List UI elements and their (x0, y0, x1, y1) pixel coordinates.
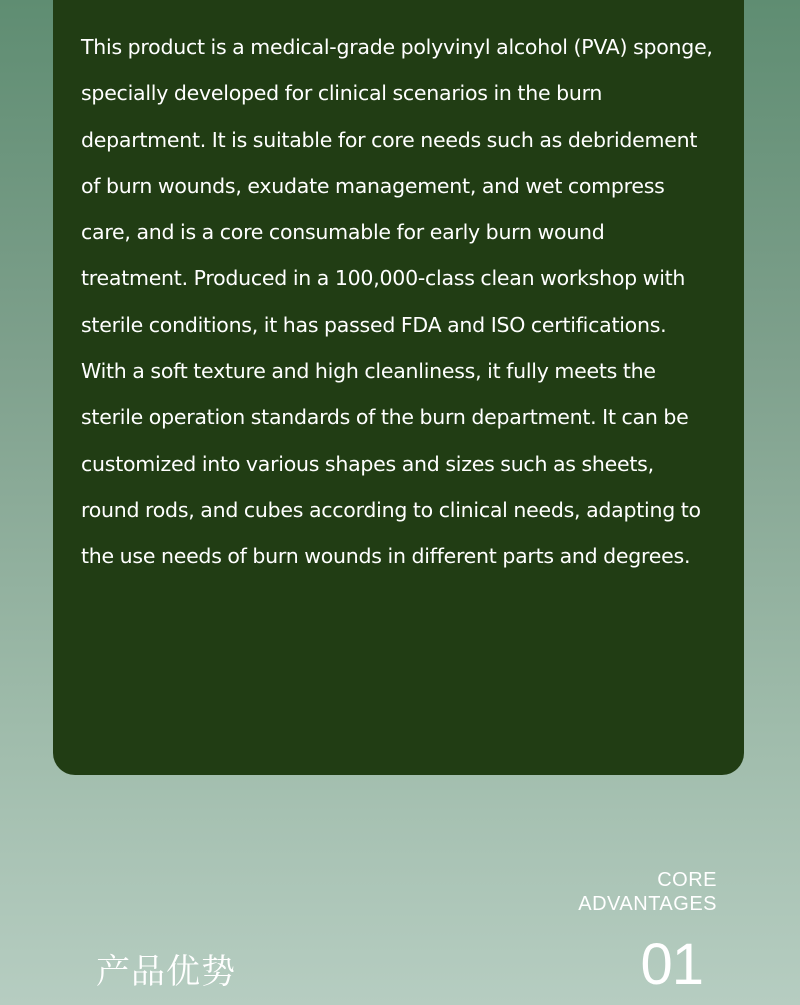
product-description-text: This product is a medical-grade polyvinyl alcohol (PVA) sponge, specially developed for clinical scenarios in the burn department. It is suitable for core needs such as debridement of burn wounds, exudate management, and wet compress care, and is a core consumable for early burn wound treatment. Produced in a 100,000-class clean workshop with sterile conditions, it has passed FDA and ISO certifications. With a soft texture and high cleanliness, it fully meets the sterile operation standards of the burn department. It can be customized into various shapes and sizes such as sheets, round rods, and cubes according to clinical needs, adapting to the use needs of burn wounds in different parts and degrees. (81, 35, 713, 569)
product-description-card (53, 0, 744, 775)
core-label-line1: CORE (657, 869, 717, 891)
core-advantages-label (578, 868, 717, 916)
core-label-line2: ADVANTAGES (578, 893, 717, 915)
section-number: 01 (640, 932, 703, 997)
section-title: 产品优势 (96, 952, 236, 992)
